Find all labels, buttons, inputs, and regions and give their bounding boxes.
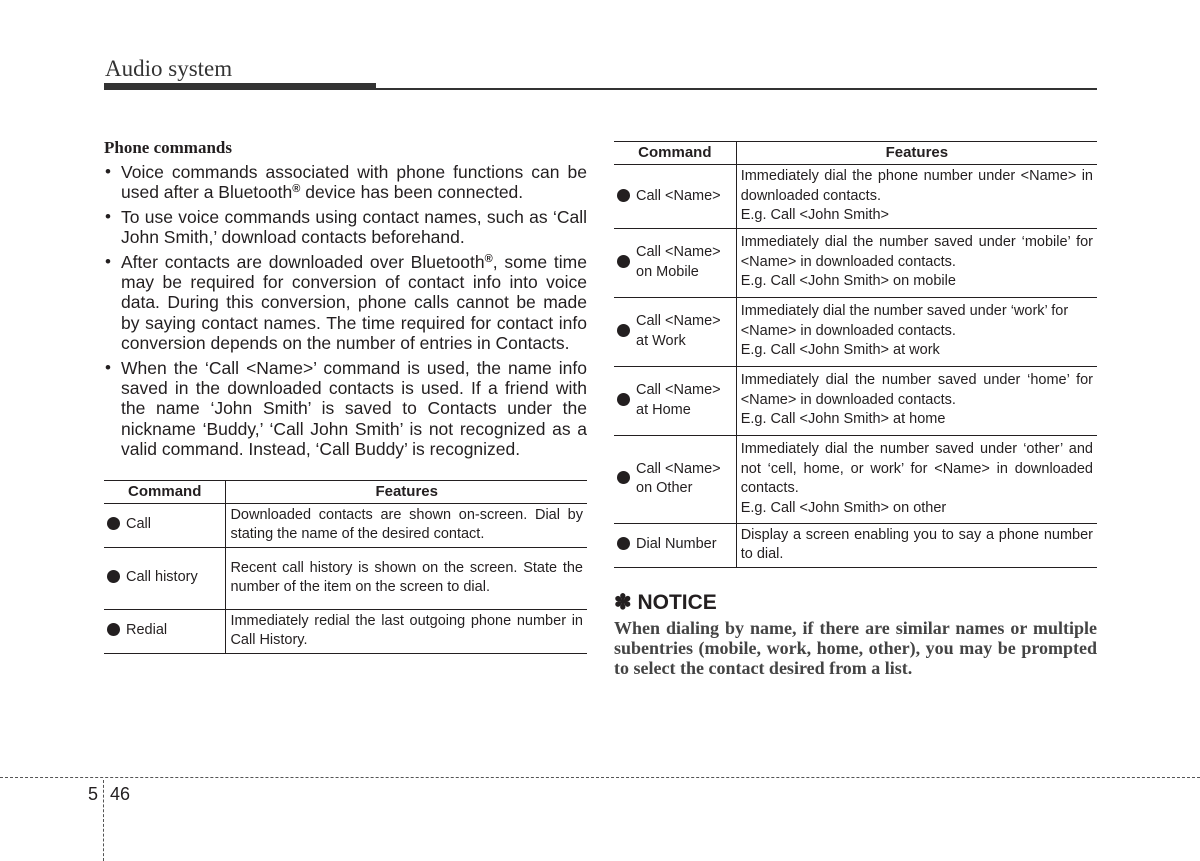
registered-mark: ® bbox=[292, 183, 301, 196]
table-row bbox=[614, 228, 1097, 297]
header-features: Features bbox=[736, 142, 1097, 165]
features-cell: Downloaded contacts are shown on-screen. Dial by stating the name of the desired contact. bbox=[226, 503, 587, 547]
bullet-icon bbox=[617, 471, 630, 484]
table-row bbox=[104, 609, 587, 653]
bullet-icon bbox=[107, 517, 120, 530]
row-bullet bbox=[614, 523, 632, 567]
chapter-number: 5 bbox=[88, 784, 99, 804]
feature-example: E.g. Call <John Smith> on mobile bbox=[740, 273, 956, 290]
notice-body: When dialing by name, if there are similar names or multiple subentries (mobile, work, home, other), you may be prompted to select the contact desired from a list. bbox=[614, 617, 1097, 679]
table-row bbox=[104, 503, 587, 547]
feature-text: Immediately dial the number saved under ‘work’ for <Name> in downloaded contacts. bbox=[740, 303, 1069, 339]
features-cell bbox=[736, 228, 1097, 297]
command-cell: Redial bbox=[122, 609, 226, 653]
row-bullet bbox=[104, 609, 122, 653]
features-cell: Display a screen enabling you to say a phone number to dial. bbox=[736, 523, 1097, 567]
bullet-text-tail: , some time may be required for conversion of contact info into voice data. During this conversion, phone calls cannot be made by saying contact names. The time required for contact info conversion depends on the number of entries in Contacts. bbox=[121, 251, 587, 354]
page-number: 46 bbox=[110, 784, 131, 804]
bullet-item bbox=[104, 252, 587, 354]
notice-label: NOTICE bbox=[637, 590, 717, 614]
header-title: Audio system bbox=[105, 56, 233, 81]
bullet-icon bbox=[617, 393, 630, 406]
row-bullet bbox=[104, 547, 122, 609]
bullet-list bbox=[104, 162, 587, 460]
features-cell bbox=[736, 297, 1097, 366]
table-row bbox=[614, 297, 1097, 366]
row-bullet bbox=[614, 435, 632, 523]
name-commands-table bbox=[614, 141, 1097, 568]
table-row bbox=[614, 165, 1097, 229]
header-rule-thin bbox=[104, 88, 1097, 90]
table-row bbox=[614, 435, 1097, 523]
bullet-text: Voice commands associated with phone functions can be used after a Bluetooth bbox=[121, 162, 587, 203]
bullet-icon: • bbox=[105, 162, 111, 181]
right-column bbox=[614, 141, 1097, 678]
feature-example: E.g. Call <John Smith> on other bbox=[740, 499, 947, 516]
registered-mark: ® bbox=[484, 252, 493, 265]
row-bullet bbox=[614, 297, 632, 366]
footer-divider bbox=[0, 777, 1200, 778]
table-row bbox=[614, 523, 1097, 567]
feature-example: E.g. Call <John Smith> bbox=[740, 207, 890, 223]
bullet-text: After contacts are downloaded over Bluetooth bbox=[121, 251, 485, 272]
bullet-text: To use voice commands using contact names, such as ‘Call John Smith,’ download contacts beforehand. bbox=[121, 206, 587, 248]
notice-icon: ✽ bbox=[614, 590, 632, 614]
command-cell: Call <Name> bbox=[632, 165, 736, 229]
bullet-icon: • bbox=[105, 357, 111, 377]
feature-example: E.g. Call <John Smith> at home bbox=[740, 411, 946, 428]
command-cell: Call history bbox=[122, 547, 226, 609]
row-bullet bbox=[614, 228, 632, 297]
footer-vertical-divider bbox=[103, 780, 104, 861]
bullet-item bbox=[104, 358, 587, 460]
row-bullet bbox=[614, 165, 632, 229]
command-cell: Call <Name> at Home bbox=[632, 366, 736, 435]
features-cell bbox=[736, 366, 1097, 435]
command-cell: Call <Name> on Other bbox=[632, 435, 736, 523]
header-features: Features bbox=[226, 480, 587, 503]
command-cell: Call bbox=[122, 503, 226, 547]
bullet-icon bbox=[617, 324, 630, 337]
bullet-icon bbox=[107, 623, 120, 636]
table-row bbox=[614, 366, 1097, 435]
row-bullet bbox=[104, 503, 122, 547]
table-header-row bbox=[614, 142, 1097, 165]
command-cell: Call <Name> at Work bbox=[632, 297, 736, 366]
bullet-icon: • bbox=[105, 251, 111, 271]
command-cell: Call <Name> on Mobile bbox=[632, 228, 736, 297]
table-header-row bbox=[104, 480, 587, 503]
table-row bbox=[104, 547, 587, 609]
bullet-icon bbox=[617, 189, 630, 202]
feature-text: Immediately dial the number saved under ‘other’ and not ‘cell, home, or work’ for <Name> in downloaded contacts. bbox=[740, 441, 1093, 496]
notice-title bbox=[614, 590, 1097, 615]
features-cell: Immediately redial the last outgoing phone number in Call History. bbox=[226, 609, 587, 653]
bullet-item bbox=[104, 207, 587, 248]
basic-commands-table bbox=[104, 480, 587, 654]
features-cell bbox=[736, 165, 1097, 229]
section-heading: Phone commands bbox=[104, 138, 232, 157]
feature-text: Immediately dial the number saved under ‘mobile’ for <Name> in downloaded contacts. bbox=[740, 234, 1093, 270]
row-bullet bbox=[614, 366, 632, 435]
bullet-icon: • bbox=[105, 206, 111, 226]
bullet-text-tail: device has been connected. bbox=[300, 182, 524, 203]
features-cell: Recent call history is shown on the screen. State the number of the item on the screen to dial. bbox=[226, 547, 587, 609]
bullet-icon bbox=[617, 537, 630, 550]
bullet-icon bbox=[107, 570, 120, 583]
feature-text: Immediately dial the phone number under <Name> in downloaded contacts. bbox=[740, 168, 1093, 204]
header-command: Command bbox=[614, 142, 736, 165]
bullet-text: When the ‘Call <Name>’ command is used, the name info saved in the downloaded contacts is used. If a friend with the name ‘John Smith’ is saved to Contacts under the nickname ‘Buddy,’ ‘Call John Smith’ is not recognized as a valid command. Instead, ‘Call Buddy’ is recognized. bbox=[121, 357, 587, 460]
header-command: Command bbox=[104, 480, 226, 503]
bullet-item bbox=[104, 162, 587, 203]
bullet-icon bbox=[617, 255, 630, 268]
command-cell: Dial Number bbox=[632, 523, 736, 567]
feature-text: Immediately dial the number saved under ‘home’ for <Name> in downloaded contacts. bbox=[740, 372, 1093, 408]
feature-example: E.g. Call <John Smith> at work bbox=[740, 342, 940, 359]
left-column bbox=[104, 138, 587, 654]
features-cell bbox=[736, 435, 1097, 523]
